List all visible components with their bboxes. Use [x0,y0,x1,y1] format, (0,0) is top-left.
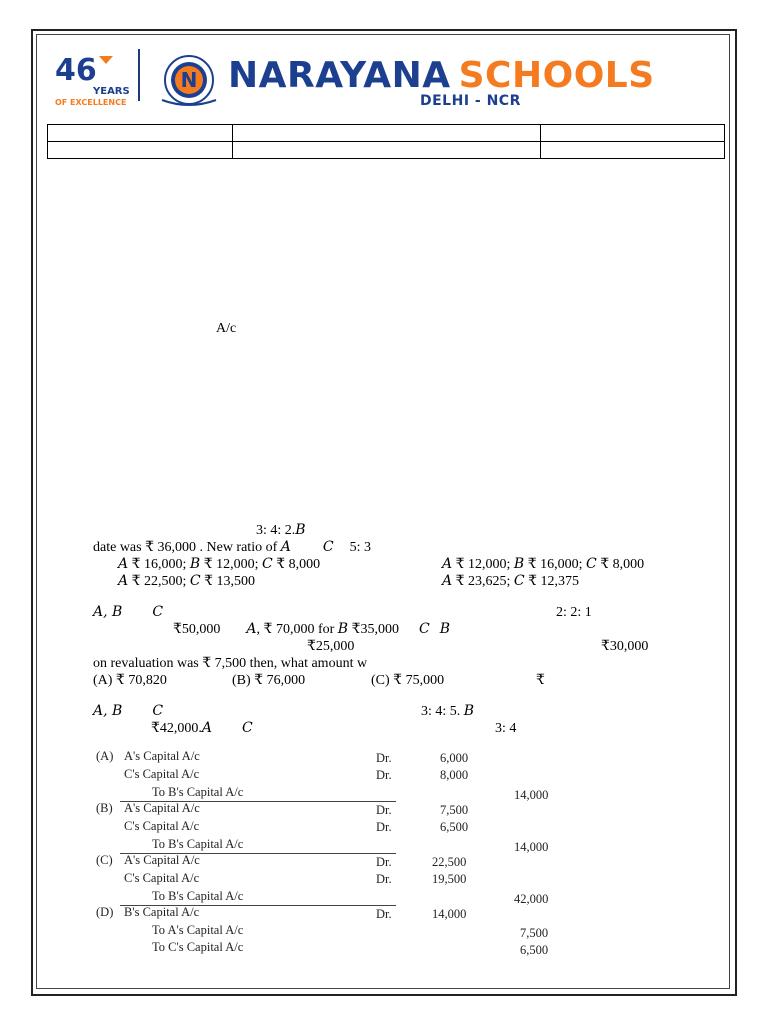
journal-debit: 6,000 [440,751,469,765]
q2-option-b: (B) ₹ 76,000 [232,673,306,688]
journal-dr: Dr. [376,855,392,869]
option-label: (B) [96,801,113,815]
journal-debit: 22,500 [432,855,467,869]
q2-option-d: ₹ [536,673,545,688]
school-header [50,44,690,114]
info-cell [233,142,541,159]
q1-option-b: A ₹ 12,000; B ₹ 16,000; C ₹ 8,000 [442,556,645,572]
journal-account: To C's Capital A/c [152,940,244,954]
journal-debit: 8,000 [440,768,469,782]
journal-account: C's Capital A/c [124,871,200,885]
q1-option-d: A ₹ 23,625; C ₹ 12,375 [442,573,580,589]
q2-ratio: 2: 2: 1 [556,605,592,620]
info-cell [541,125,725,142]
option-label: (D) [96,905,114,919]
journal-dr: Dr. [376,872,392,886]
info-cell [48,142,233,159]
narayana-emblem [156,52,222,108]
q2-line-2: ₹50,000 A, ₹ 70,000 for B ₹35,000 C B [173,621,451,637]
journal-dr: Dr. [376,907,392,921]
journal-account: A's Capital A/c [124,853,200,867]
q1-option-c: A ₹ 22,500; C ₹ 13,500 [118,573,256,589]
info-row [48,142,725,159]
journal-account: To B's Capital A/c [152,837,244,851]
journal-account: To B's Capital A/c [152,785,244,799]
q1-ratio: 3: 4: 2.B [256,522,306,538]
ac-fragment: A/c [216,321,237,336]
brand-primary: NARAYANA [228,55,451,96]
journal-credit: 14,000 [514,840,549,854]
journal-dr: Dr. [376,820,392,834]
emblem-letter: N [180,68,198,92]
brand-secondary: SCHOOLS [458,55,655,96]
q2-line-4: on revaluation was ₹ 7,500 then, what amount w [93,656,368,671]
q3-line-2-ratio: 3: 4 [495,721,517,736]
info-cell [48,125,233,142]
journal-credit: 42,000 [514,892,549,906]
brand-title [228,56,655,96]
student-info-table [47,124,725,159]
journal-dr: Dr. [376,768,392,782]
q1-statement: date was ₹ 36,000 . New ratio of A C 5: 3 [93,539,371,555]
q2-option-c: (C) ₹ 75,000 [371,673,445,688]
journal-account: To A's Capital A/c [152,923,244,937]
journal-dr: Dr. [376,803,392,817]
years-sub: OF EXCELLENCE [55,98,127,107]
journal-debit: 6,500 [440,820,469,834]
q3-ratio: 3: 4: 5. B [421,703,475,719]
journal-credit: 6,500 [520,943,549,957]
info-row [48,125,725,142]
info-cell [233,125,541,142]
q2-line-3a: ₹25,000 [307,639,355,654]
q3-line-2: ₹42,000.A C [151,720,253,736]
q3-vars: A, B C [93,703,164,719]
journal-account: A's Capital A/c [124,801,200,815]
journal-debit: 19,500 [432,872,467,886]
header-divider [138,49,140,101]
46-years-logo [53,50,130,107]
q2-line-3b: ₹30,000 [601,639,649,654]
option-label: (C) [96,853,113,867]
q2-option-a: (A) ₹ 70,820 [93,673,167,688]
journal-debit: 14,000 [432,907,467,921]
q1-option-a: A ₹ 16,000; B ₹ 12,000; C ₹ 8,000 [118,556,321,572]
journal-options [94,745,564,960]
journal-credit: 14,000 [514,788,549,802]
journal-credit: 7,500 [520,926,549,940]
journal-account: A's Capital A/c [124,749,200,763]
q2-vars: A, B C [93,604,164,620]
info-cell [541,142,725,159]
journal-debit: 7,500 [440,803,469,817]
years-number: 46 [55,53,97,88]
journal-account: B's Capital A/c [124,905,200,919]
option-label: (A) [96,749,114,763]
journal-account: C's Capital A/c [124,767,200,781]
journal-account: To B's Capital A/c [152,889,244,903]
years-label: YEARS [93,86,130,97]
journal-dr: Dr. [376,751,392,765]
brand-region: DELHI - NCR [420,93,521,109]
journal-account: C's Capital A/c [124,819,200,833]
